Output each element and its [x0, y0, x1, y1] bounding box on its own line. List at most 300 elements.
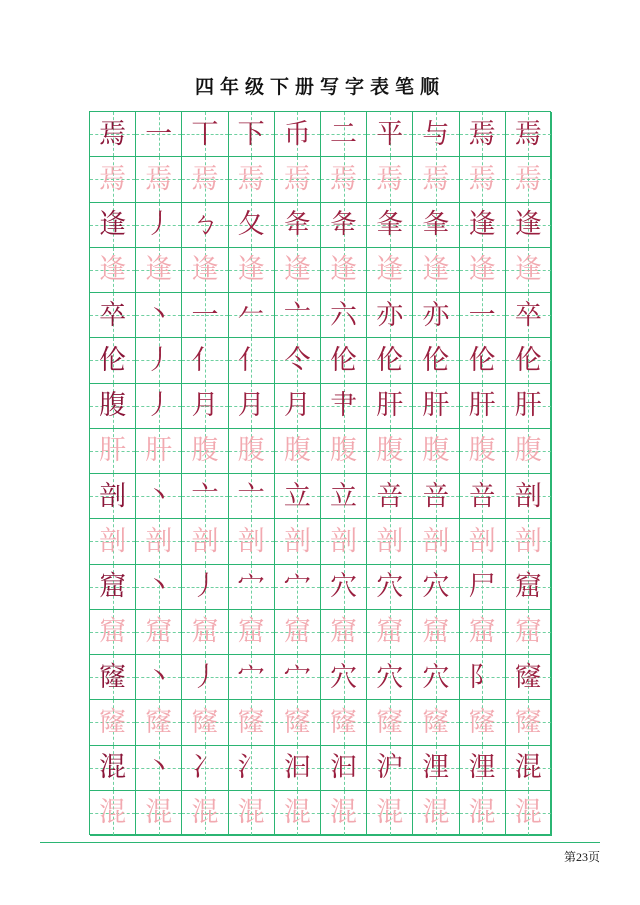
stroke-step-glyph: 下 [237, 118, 265, 150]
stroke-step-glyph: 一 [145, 118, 173, 150]
trace-character-glyph: 窿 [191, 706, 219, 738]
stroke-step-glyph: 夆 [376, 209, 404, 241]
trace-character-glyph: 焉 [99, 163, 127, 195]
trace-character [413, 157, 459, 202]
trace-character [90, 157, 136, 202]
trace-character [275, 519, 321, 564]
head-character [90, 474, 136, 519]
stroke-step-glyph: 丶 [145, 752, 173, 784]
stroke-step [136, 384, 182, 429]
stroke-step [229, 565, 275, 610]
stroke-step [275, 293, 321, 338]
head-character [90, 565, 136, 610]
trace-character [229, 157, 275, 202]
trace-character-glyph: 逢 [283, 254, 311, 286]
stroke-step [136, 565, 182, 610]
trace-character [321, 157, 367, 202]
trace-character [182, 610, 228, 655]
trace-character [413, 519, 459, 564]
stroke-step [413, 293, 459, 338]
trace-character [460, 248, 506, 293]
trace-character [90, 700, 136, 745]
stroke-step [367, 293, 413, 338]
trace-character-glyph: 焉 [422, 163, 450, 195]
stroke-step-glyph: 氵 [237, 752, 265, 784]
stroke-step [367, 565, 413, 610]
head-character-glyph: 伦 [99, 344, 127, 376]
trace-character [321, 610, 367, 655]
stroke-step [460, 112, 506, 157]
stroke-step-glyph: 夆 [422, 209, 450, 241]
stroke-step-glyph: 伦 [468, 344, 496, 376]
stroke-step [229, 293, 275, 338]
stroke-step [367, 746, 413, 791]
stroke-step-glyph: 浬 [422, 752, 450, 784]
trace-character [136, 429, 182, 474]
stroke-step-glyph: 逢 [514, 209, 542, 241]
trace-character [90, 791, 136, 836]
stroke-step [321, 203, 367, 248]
stroke-step-glyph: 伦 [514, 344, 542, 376]
trace-character-glyph: 腹 [422, 435, 450, 467]
trace-character-glyph: 窿 [422, 706, 450, 738]
stroke-step-glyph: 夂 [237, 209, 265, 241]
head-character-glyph: 卒 [99, 299, 127, 331]
stroke-step [136, 474, 182, 519]
trace-character-glyph: 焉 [191, 163, 219, 195]
trace-character-glyph: 腹 [191, 435, 219, 467]
head-character-glyph: 剖 [99, 480, 127, 512]
trace-character-glyph: 窿 [283, 706, 311, 738]
stroke-step-glyph: 焉 [468, 118, 496, 150]
trace-character-glyph: 混 [468, 797, 496, 829]
trace-character-glyph: 窟 [191, 616, 219, 648]
stroke-step-glyph: 宀 [283, 571, 311, 603]
trace-character [136, 519, 182, 564]
trace-character-glyph: 肝 [99, 435, 127, 467]
trace-character-glyph: 腹 [330, 435, 358, 467]
stroke-step-glyph: 伦 [376, 344, 404, 376]
head-character-glyph: 混 [99, 752, 127, 784]
trace-character-glyph: 窿 [468, 706, 496, 738]
stroke-step [136, 655, 182, 700]
stroke-step [413, 474, 459, 519]
trace-character-glyph: 焉 [514, 163, 542, 195]
stroke-step-glyph: 亻 [237, 344, 265, 376]
stroke-step [229, 746, 275, 791]
stroke-step [506, 293, 552, 338]
stroke-step-glyph: 丶 [145, 480, 173, 512]
stroke-step [229, 474, 275, 519]
stroke-step [506, 203, 552, 248]
stroke-step-glyph: 月 [237, 390, 265, 422]
trace-character [367, 610, 413, 655]
trace-character [367, 519, 413, 564]
stroke-step-glyph: 亠 [237, 480, 265, 512]
trace-character-glyph: 窟 [376, 616, 404, 648]
stroke-step [460, 384, 506, 429]
stroke-step-glyph: 丿 [191, 571, 219, 603]
trace-character [136, 157, 182, 202]
stroke-step-glyph: 立 [283, 480, 311, 512]
trace-character-glyph: 混 [330, 797, 358, 829]
stroke-step [275, 112, 321, 157]
trace-character-glyph: 窿 [514, 706, 542, 738]
trace-character [460, 429, 506, 474]
stroke-step-glyph: 立 [330, 480, 358, 512]
stroke-step [413, 565, 459, 610]
stroke-step-glyph: 夅 [330, 209, 358, 241]
trace-character [136, 248, 182, 293]
trace-character [229, 429, 275, 474]
stroke-step [321, 746, 367, 791]
stroke-step-glyph: 丿 [145, 344, 173, 376]
stroke-step-glyph: 平 [376, 118, 404, 150]
stroke-step-glyph: 咅 [468, 480, 496, 512]
stroke-step [229, 338, 275, 383]
stroke-step [367, 474, 413, 519]
stroke-step [506, 474, 552, 519]
trace-character-glyph: 逢 [468, 254, 496, 286]
trace-character [506, 700, 552, 745]
trace-character [182, 248, 228, 293]
trace-character [321, 248, 367, 293]
trace-character-glyph: 剖 [145, 525, 173, 557]
stroke-step [413, 384, 459, 429]
trace-character-glyph: 逢 [514, 254, 542, 286]
stroke-step-glyph: 窟 [514, 571, 542, 603]
stroke-step [321, 565, 367, 610]
stroke-step [275, 203, 321, 248]
stroke-step-glyph: 丶 [145, 299, 173, 331]
stroke-step-glyph: 焉 [514, 118, 542, 150]
stroke-step-glyph: ㄅ [191, 209, 219, 241]
trace-character-glyph: 剖 [376, 525, 404, 557]
stroke-step [229, 203, 275, 248]
stroke-step-glyph: 亠 [283, 299, 311, 331]
trace-character [229, 610, 275, 655]
stroke-step-glyph: 沪 [376, 752, 404, 784]
trace-character-glyph: 窿 [145, 706, 173, 738]
trace-character-glyph: 肝 [145, 435, 173, 467]
stroke-step [182, 746, 228, 791]
stroke-step [275, 384, 321, 429]
trace-character [413, 791, 459, 836]
stroke-step-glyph: 穴 [330, 571, 358, 603]
trace-character-glyph: 腹 [237, 435, 265, 467]
trace-character-glyph: 焉 [145, 163, 173, 195]
stroke-step [182, 384, 228, 429]
stroke-step-glyph: 伦 [422, 344, 450, 376]
trace-character-glyph: 逢 [99, 254, 127, 286]
trace-character-glyph: 混 [283, 797, 311, 829]
stroke-step [321, 384, 367, 429]
stroke-step [460, 746, 506, 791]
stroke-step [367, 655, 413, 700]
trace-character-glyph: 焉 [376, 163, 404, 195]
page-title: 四年级下册写字表笔顺 [194, 76, 445, 98]
stroke-step [136, 112, 182, 157]
trace-character [460, 519, 506, 564]
stroke-step-glyph: 丅 [191, 118, 219, 150]
stroke-step-glyph: 混 [514, 752, 542, 784]
trace-character [321, 429, 367, 474]
head-character-glyph: 窟 [99, 571, 127, 603]
stroke-step [506, 338, 552, 383]
stroke-step [413, 338, 459, 383]
stroke-step-glyph: 汩 [330, 752, 358, 784]
head-character [90, 293, 136, 338]
stroke-step-glyph: 穴 [376, 571, 404, 603]
trace-character-glyph: 焉 [330, 163, 358, 195]
trace-character-glyph: 窟 [237, 616, 265, 648]
trace-character-glyph: 焉 [468, 163, 496, 195]
trace-character-glyph: 腹 [376, 435, 404, 467]
stroke-step-glyph: 夅 [283, 209, 311, 241]
stroke-step-glyph: 穴 [422, 661, 450, 693]
stroke-step-glyph: 币 [283, 118, 311, 150]
trace-character-glyph: 窟 [283, 616, 311, 648]
stroke-step-glyph: 浬 [468, 752, 496, 784]
trace-character [275, 157, 321, 202]
stroke-step [136, 338, 182, 383]
stroke-step-glyph: 窿 [514, 661, 542, 693]
trace-character-glyph: 剖 [99, 525, 127, 557]
trace-character [367, 157, 413, 202]
head-character [90, 338, 136, 383]
stroke-step-glyph: 一 [191, 299, 219, 331]
stroke-step-glyph: 冫 [191, 752, 219, 784]
stroke-step [136, 203, 182, 248]
trace-character [136, 700, 182, 745]
stroke-step [182, 203, 228, 248]
trace-character [460, 157, 506, 202]
trace-character-glyph: 窿 [376, 706, 404, 738]
trace-character-glyph: 剖 [468, 525, 496, 557]
trace-character [275, 610, 321, 655]
stroke-step-glyph: 亦 [376, 299, 404, 331]
stroke-step-glyph: 月 [191, 390, 219, 422]
trace-character [367, 700, 413, 745]
trace-character [413, 610, 459, 655]
trace-character-glyph: 剖 [422, 525, 450, 557]
stroke-step-glyph: 丿 [191, 661, 219, 693]
trace-character [460, 791, 506, 836]
trace-character-glyph: 逢 [191, 254, 219, 286]
stroke-step [413, 746, 459, 791]
stroke-step-glyph: 月 [283, 390, 311, 422]
head-character [90, 655, 136, 700]
stroke-step [275, 474, 321, 519]
stroke-step-glyph: 肝 [376, 390, 404, 422]
stroke-step [136, 293, 182, 338]
head-character-glyph: 腹 [99, 390, 127, 422]
stroke-step [321, 293, 367, 338]
trace-character [182, 157, 228, 202]
trace-character [460, 700, 506, 745]
trace-character-glyph: 混 [237, 797, 265, 829]
stroke-step-glyph: 六 [330, 299, 358, 331]
trace-character [506, 519, 552, 564]
stroke-step [367, 384, 413, 429]
stroke-step [275, 338, 321, 383]
trace-character [182, 429, 228, 474]
trace-character-glyph: 窟 [514, 616, 542, 648]
stroke-step-glyph: 咅 [422, 480, 450, 512]
stroke-step [367, 112, 413, 157]
trace-character [90, 610, 136, 655]
trace-character-glyph: 剖 [237, 525, 265, 557]
trace-character-glyph: 窟 [330, 616, 358, 648]
stroke-step [321, 655, 367, 700]
trace-character [413, 429, 459, 474]
stroke-step-glyph: 肝 [514, 390, 542, 422]
stroke-step-glyph: 尸 [468, 571, 496, 603]
trace-character-glyph: 窿 [99, 706, 127, 738]
trace-character [506, 157, 552, 202]
stroke-step-glyph: 卒 [514, 299, 542, 331]
stroke-step-glyph: 亦 [422, 299, 450, 331]
trace-character [506, 429, 552, 474]
footer-divider [40, 842, 600, 843]
stroke-step [229, 112, 275, 157]
trace-character [182, 700, 228, 745]
trace-character-glyph: 逢 [237, 254, 265, 286]
trace-character-glyph: 逢 [422, 254, 450, 286]
stroke-step-glyph: 丶 [145, 571, 173, 603]
stroke-step-glyph: 咅 [376, 480, 404, 512]
stroke-step [321, 112, 367, 157]
stroke-step [367, 338, 413, 383]
stroke-step-glyph: 肝 [468, 390, 496, 422]
trace-character [367, 791, 413, 836]
trace-character-glyph: 混 [376, 797, 404, 829]
trace-character [367, 248, 413, 293]
stroke-step-glyph: 与 [422, 118, 450, 150]
trace-character-glyph: 窟 [422, 616, 450, 648]
stroke-step-glyph: 穴 [376, 661, 404, 693]
stroke-step-glyph: 丶 [145, 661, 173, 693]
stroke-step [506, 565, 552, 610]
stroke-step [182, 565, 228, 610]
stroke-step-glyph: 二 [330, 118, 358, 150]
stroke-step [413, 655, 459, 700]
head-character [90, 746, 136, 791]
trace-character [182, 791, 228, 836]
trace-character [136, 791, 182, 836]
trace-character-glyph: 混 [514, 797, 542, 829]
trace-character [229, 700, 275, 745]
head-character-glyph: 焉 [99, 118, 127, 150]
trace-character-glyph: 焉 [237, 163, 265, 195]
trace-character [229, 519, 275, 564]
stroke-step-glyph: 伦 [330, 344, 358, 376]
stroke-step [506, 384, 552, 429]
trace-character-glyph: 腹 [514, 435, 542, 467]
stroke-step [460, 474, 506, 519]
stroke-step-glyph: 宀 [237, 661, 265, 693]
stroke-step [506, 746, 552, 791]
trace-character [90, 519, 136, 564]
head-character-glyph: 逢 [99, 209, 127, 241]
stroke-step [460, 293, 506, 338]
trace-character [367, 429, 413, 474]
trace-character-glyph: 混 [145, 797, 173, 829]
trace-character [90, 429, 136, 474]
trace-character [506, 610, 552, 655]
stroke-step [229, 384, 275, 429]
trace-character-glyph: 逢 [330, 254, 358, 286]
trace-character-glyph: 腹 [468, 435, 496, 467]
stroke-step [182, 293, 228, 338]
stroke-step [321, 474, 367, 519]
head-character [90, 384, 136, 429]
head-character [90, 112, 136, 157]
stroke-step-glyph: 阝 [468, 661, 496, 693]
stroke-step [182, 474, 228, 519]
stroke-step-glyph: 肀 [330, 390, 358, 422]
stroke-step [460, 338, 506, 383]
trace-character-glyph: 逢 [145, 254, 173, 286]
stroke-step [506, 655, 552, 700]
trace-character [506, 248, 552, 293]
stroke-step-glyph: 汩 [283, 752, 311, 784]
stroke-step [460, 203, 506, 248]
trace-character-glyph: 混 [191, 797, 219, 829]
stroke-step-glyph: 肝 [422, 390, 450, 422]
stroke-order-grid [89, 111, 551, 835]
stroke-step-glyph: 丿 [145, 209, 173, 241]
stroke-step [413, 112, 459, 157]
trace-character [182, 519, 228, 564]
head-character [90, 203, 136, 248]
stroke-step-glyph: 亻 [191, 344, 219, 376]
trace-character-glyph: 窟 [99, 616, 127, 648]
stroke-step-glyph: 一 [468, 299, 496, 331]
trace-character-glyph: 剖 [191, 525, 219, 557]
trace-character [506, 791, 552, 836]
trace-character [136, 610, 182, 655]
stroke-step [182, 338, 228, 383]
trace-character [275, 429, 321, 474]
stroke-step [229, 655, 275, 700]
stroke-step-glyph: 丿 [145, 390, 173, 422]
stroke-step [506, 112, 552, 157]
stroke-step-glyph: 亠 [191, 480, 219, 512]
trace-character-glyph: 剖 [283, 525, 311, 557]
stroke-step-glyph: 𠂉 [237, 299, 265, 331]
stroke-step [413, 203, 459, 248]
stroke-step-glyph: 宀 [283, 661, 311, 693]
stroke-step [367, 203, 413, 248]
trace-character-glyph: 剖 [330, 525, 358, 557]
trace-character-glyph: 腹 [283, 435, 311, 467]
trace-character [275, 791, 321, 836]
trace-character [321, 791, 367, 836]
trace-character-glyph: 混 [422, 797, 450, 829]
stroke-step [275, 565, 321, 610]
stroke-step-glyph: 宀 [237, 571, 265, 603]
trace-character [321, 700, 367, 745]
trace-character-glyph: 焉 [283, 163, 311, 195]
trace-character-glyph: 窟 [145, 616, 173, 648]
head-character-glyph: 窿 [99, 661, 127, 693]
trace-character [460, 610, 506, 655]
trace-character [413, 248, 459, 293]
stroke-step [460, 565, 506, 610]
trace-character-glyph: 窟 [468, 616, 496, 648]
trace-character [275, 700, 321, 745]
